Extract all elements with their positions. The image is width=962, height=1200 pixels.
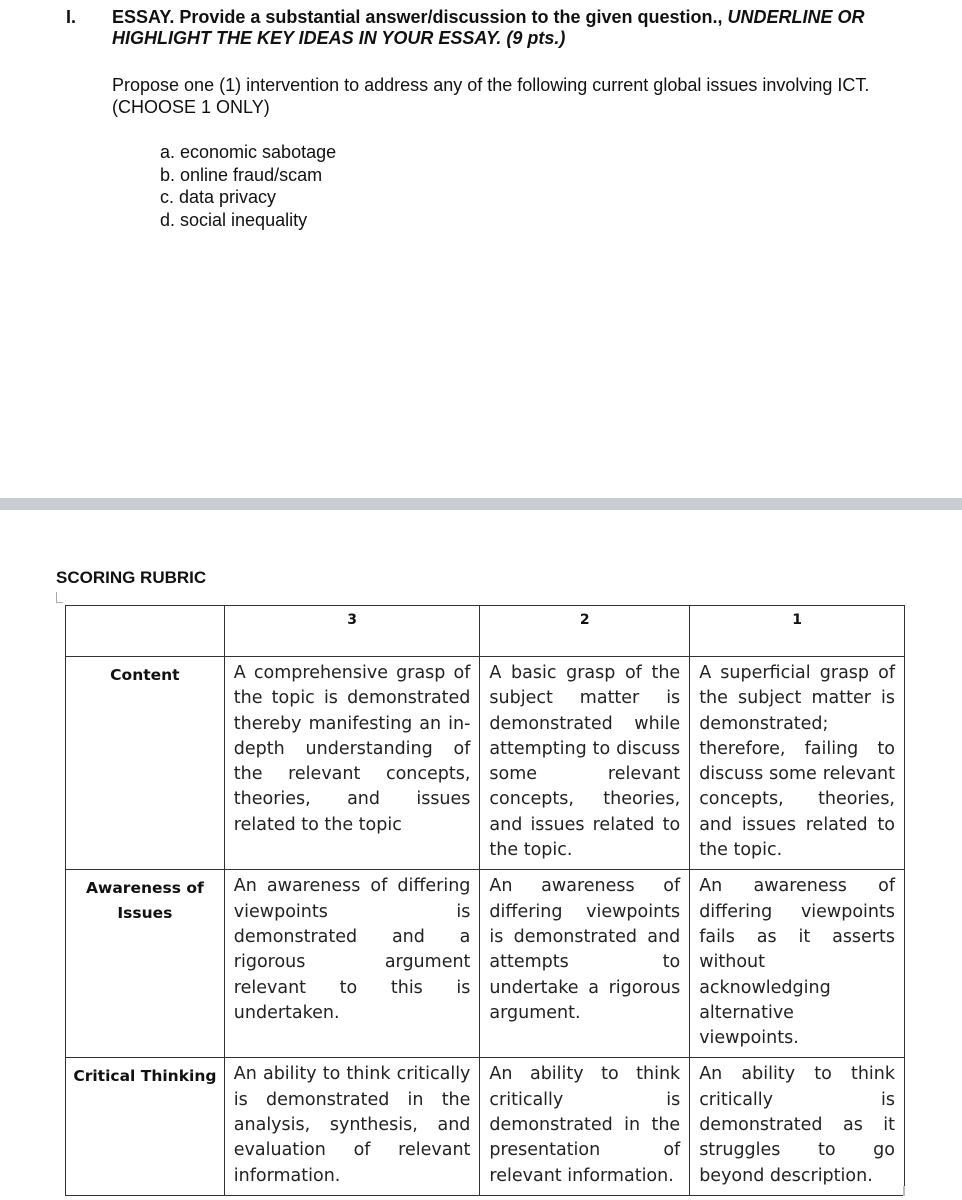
option-item: a. economic sabotage: [160, 142, 337, 162]
section-number: I.: [66, 7, 77, 27]
rubric-cell: An awareness of differing viewpoints fails as it asserts without acknowledging alternative viewpoints.: [690, 870, 905, 1058]
rubric-cell: An ability to think critically is demonstrated in the presentation of relevant information.: [480, 1058, 690, 1195]
table-resize-handle[interactable]: [903, 1186, 905, 1196]
rubric-row-critical-thinking: [66, 1058, 905, 1195]
rubric-header-score-2: 2: [480, 606, 690, 657]
essay-prompt: Propose one (1) intervention to address any of the following current global issues involving ICT. (CHOOSE 1 ONLY): [112, 75, 870, 117]
option-item: b. online fraud/scam: [160, 164, 323, 185]
paragraph-mark-icon: [56, 592, 63, 603]
rubric-table: [65, 605, 905, 1196]
rubric-header-blank: [66, 606, 225, 657]
option-item: d. social inequality: [160, 209, 308, 230]
criterion-label: Critical Thinking: [66, 1058, 225, 1195]
rubric-cell: A comprehensive grasp of the topic is demonstrated thereby manifesting an in-depth understanding of the relevant concepts, theories, and issues related to the topic: [224, 657, 480, 870]
rubric-header-score-1: 1: [690, 606, 905, 657]
rubric-cell: An awareness of differing viewpoints is demonstrated and attempts to undertake a rigorous argument.: [480, 870, 690, 1058]
criterion-label: Content: [66, 657, 225, 870]
essay-heading-bold: ESSAY. Provide a substantial answer/discussion to the given question.,: [112, 7, 728, 27]
rubric-title: SCORING RUBRIC: [56, 568, 207, 587]
criterion-label: Awareness of Issues: [66, 870, 225, 1058]
option-item: c. data privacy: [160, 187, 277, 207]
rubric-cell: A basic grasp of the subject matter is demonstrated while attempting to discuss some relevant concepts, theories, and issues related to the topic.: [480, 657, 690, 870]
rubric-header-score-3: 3: [224, 606, 480, 657]
essay-heading: [112, 7, 932, 49]
rubric-row-awareness: [66, 870, 905, 1058]
page-divider: [0, 498, 962, 510]
option-list: [160, 141, 336, 231]
essay-heading-italic: UNDERLINE OR HIGHLIGHT THE KEY IDEAS IN YOUR ESSAY. (9 pts.): [112, 7, 865, 48]
rubric-cell: An awareness of differing viewpoints is demonstrated and a rigorous argument relevant to this is undertaken.: [224, 870, 480, 1058]
rubric-cell: A superficial grasp of the subject matter is demonstrated; therefore, failing to discuss some relevant concepts, theories, and issues related to the topic.: [690, 657, 905, 870]
rubric-header-row: [66, 606, 905, 657]
rubric-row-content: [66, 657, 905, 870]
rubric-cell: An ability to think critically is demonstrated in the analysis, synthesis, and evaluation of relevant information.: [224, 1058, 480, 1195]
rubric-cell: An ability to think critically is demonstrated as it struggles to go beyond description.: [690, 1058, 905, 1195]
